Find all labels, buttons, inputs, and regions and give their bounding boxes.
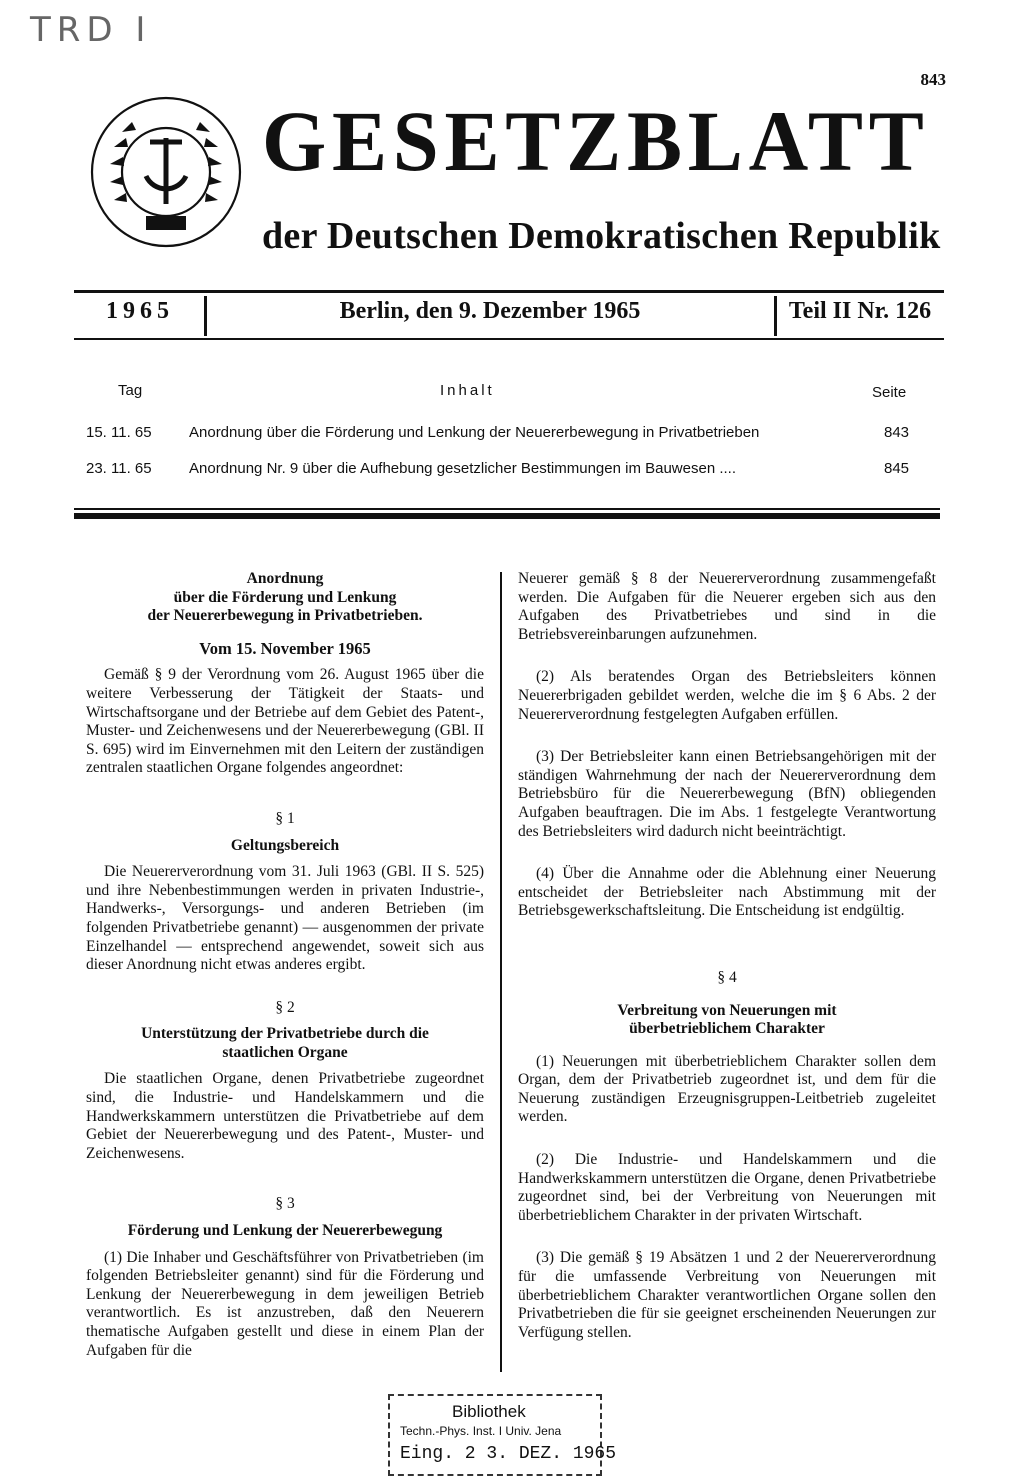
section-title-1: Geltungsbereich — [230, 836, 340, 854]
library-receipt-stamp — [388, 1394, 617, 1476]
toc-row-page: 843 — [884, 424, 910, 441]
issue-bar-divider-2 — [774, 296, 777, 336]
masthead-subtitle: der Deutschen Demokratischen Republik — [262, 215, 941, 257]
issue-bar-divider-1 — [204, 296, 207, 336]
article-column-left — [86, 570, 484, 1360]
toc-header-day: Tag — [118, 382, 143, 399]
article-heading-3: der Neuererbewegung in Privatbetrieben. — [147, 607, 423, 625]
section-number-3: § 3 — [275, 1195, 295, 1213]
toc-row-title: Anordnung über die Förderung und Lenkung der Neuererbewegung in Privatbetrieben — [189, 424, 760, 441]
section-4-paragraph-2: (2) Die Industrie- und Handelskammern und die Handwerkskammern unterstützen die Organe, denen Privatbetriebe zugeordnet sind, bei der Verbreitung von Neuerungen mit überbetrieblichem Charakter in der privaten Wirtschaft. — [518, 1151, 936, 1224]
stamp-line-2: Techn.-Phys. Inst. I Univ. Jena — [400, 1424, 562, 1438]
section-number-4: § 4 — [717, 968, 737, 986]
section-title-3: Förderung und Lenkung der Neuererbewegung — [127, 1222, 443, 1240]
section-4-paragraph-1: (1) Neuerungen mit überbetrieblichem Charakter sollen dem Organ, dem der Privatbetrieb zugeordnet ist, und dem für die Neuerung zuständigen Erzeugnisgruppen-Leitbetrieb zugeleitet werden. — [518, 1052, 936, 1126]
section-3-paragraph-2: (2) Als beratendes Organ des Betriebsleiters können Neuererbrigaden gebildet werden, welche die im § 6 Abs. 2 der Neuererverordnung festgelegten Aufgaben erfüllen. — [518, 668, 936, 723]
state-emblem-icon — [86, 92, 246, 252]
section-title-2a: Unterstützung der Privatbetriebe durch die — [141, 1025, 429, 1043]
article-heading-1: Anordnung — [246, 570, 324, 587]
section-title-4a: Verbreitung von Neuerungen mit — [617, 1001, 837, 1019]
issue-year: 1965 — [106, 298, 174, 324]
section-text-2: Die staatlichen Organe, denen Privatbetriebe zugeordnet sind, die Industrie- und Handelskammern und die Handwerkskammern unterstützen die Privatbetriebe auf dem Gebiet der Neuererbewegung und des Patent-, Muster- und Zeichenwesens. — [86, 1070, 484, 1162]
toc-row — [86, 460, 946, 482]
issue-bar-top-rule — [74, 290, 944, 293]
toc-header-content: Inhalt — [440, 382, 495, 399]
issue-part-number: Teil II Nr. 126 — [788, 298, 932, 324]
section-title-2b: staatlichen Organe — [222, 1043, 348, 1061]
section-3-paragraph-4: (4) Über die Annahme oder die Ablehnung einer Neuerung entscheidet der Betriebsleiter nach Abstimmung mit der Betriebsgewerkschaftsleitung. Die Entscheidung ist endgültig. — [518, 865, 936, 920]
section-number-1: § 1 — [275, 809, 295, 827]
section-3-paragraph-1: (1) Die Inhaber und Geschäftsführer von Privatbetrieben (im folgenden Betriebsleiter genannt) sind für die Förderung und Lenkung der Neuererbewegung in dem jeweiligen Betrieb verantwortlich. Es ist anzustreben, daß den Neuerern thematische Aufgaben gestellt und diese in einem Plan der Aufgaben für die — [86, 1248, 484, 1359]
masthead-title: GESETZBLATT — [262, 93, 930, 189]
toc-row-date: 15. 11. 65 — [86, 424, 152, 441]
issue-place-date: Berlin, den 9. Dezember 1965 — [339, 298, 641, 324]
article-heading-2: über die Förderung und Lenkung — [173, 588, 397, 606]
stamp-line-1: Bibliothek — [452, 1402, 526, 1421]
toc-row-date: 23. 11. 65 — [86, 460, 152, 477]
column-divider — [500, 572, 502, 1372]
section-3-paragraph-3: (3) Der Betriebsleiter kann einen Betriebsangehörigen mit der ständigen Wahrnehmung der nach der Neuererverordnung dem Betriebsbüro für die Neuererbewegung (BfN) obliegenden Aufgaben beauftragen. Die im Abs. 1 festgelegte Verantwortung des Betriebsleiters wird dadurch nicht beeinträchtigt. — [518, 748, 936, 840]
section-title-4b: überbetrieblichem Charakter — [629, 1020, 825, 1038]
section-3-paragraph-1-continued: Neuerer gemäß § 8 der Neuererverordnung zusammengefaßt werden. Die Aufgaben für die Neuerer ergeben sich aus den Aufgaben des Privatbetriebes und sind in die Betriebsvereinbarungen aufzunehmen. — [518, 570, 936, 643]
issue-bar-bottom-rule — [74, 338, 944, 340]
article-column-right — [518, 570, 936, 1342]
section-4-paragraph-3: (3) Die gemäß § 19 Absätzen 1 und 2 der Neuererverordnung für die umfassende Verbreitung von Neuerungen mit überbetrieblichem Charakter verantwortlichen Organe sollen den Privatbetrieben die für sie geeignet erscheinenden Neuerungen zur Verfügung stellen. — [518, 1249, 936, 1341]
toc-row — [86, 424, 946, 446]
toc-row-title: Anordnung Nr. 9 über die Aufhebung gesetzlicher Bestimmungen im Bauwesen .... — [189, 460, 736, 477]
toc-row-page: 845 — [884, 460, 910, 477]
section-number-2: § 2 — [275, 998, 295, 1016]
toc-header-page: Seite — [872, 384, 907, 401]
page-number: 843 — [920, 70, 946, 89]
handwritten-corner-note: TRD I — [30, 10, 152, 50]
toc-bottom-rule-thin — [74, 508, 940, 510]
article-preamble: Gemäß § 9 der Verordnung vom 26. August 1965 über die weitere Verbesserung der Tätigkeit der Staats- und Wirtschaftsorgane und der Betriebe auf dem Gebiet des Patent-, Muster- und Zeichenwesens und der Neuererbewegung (GBl. II S. 695) wird im Einvernehmen mit den Leitern der zuständigen zentralen staatlichen Organe folgendes angeordnet: — [86, 666, 484, 777]
section-text-1: Die Neuererverordnung vom 31. Juli 1963 (GBl. II S. 525) und ihre Nebenbestimmungen werden in privaten Industrie-, Handwerks-, Versorgungs- und anderen Betrieben (im folgenden Privatbetriebe genannt) — ausgenommen der private Einzelhandel — entsprechend angewendet, soweit sich aus dieser Anordnung nicht etwas anderes ergibt. — [86, 863, 484, 974]
toc-bottom-rule-thick — [74, 513, 940, 519]
stamp-line-3: Eing. 2 3. DEZ. 1965 — [400, 1444, 617, 1464]
article-date-line: Vom 15. November 1965 — [199, 638, 371, 658]
